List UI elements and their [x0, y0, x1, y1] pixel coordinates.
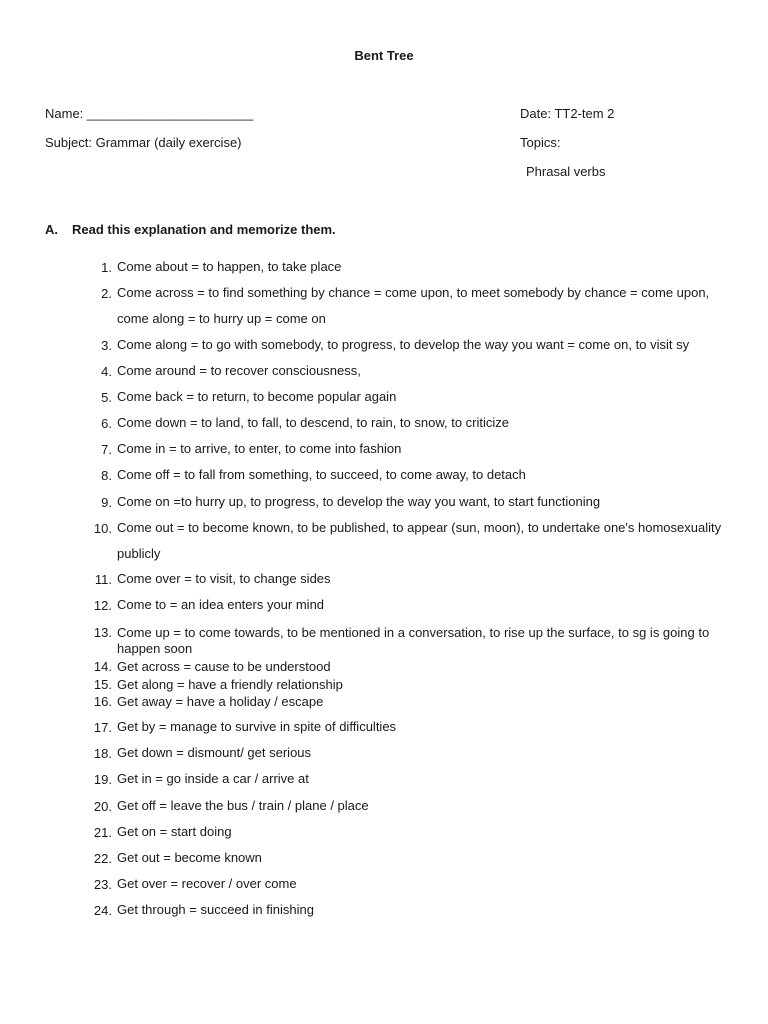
- list-item-text: Get off = leave the bus / train / plane / place: [117, 798, 369, 813]
- list-item-number: 13.: [93, 625, 112, 640]
- list-item-number: 14.: [93, 659, 112, 674]
- list-item-text: Get along = have a friendly relationship: [117, 677, 343, 692]
- list-item-text: Come around = to recover consciousness,: [117, 363, 361, 378]
- list-item-number: 3.: [101, 338, 112, 353]
- list-item-number: 20.: [93, 799, 112, 814]
- list-item-text: Come across = to find something by chance = come upon, to meet somebody by chance = come upon, come along = to hurry up = come on: [117, 285, 710, 326]
- list-item-text: Come over = to visit, to change sides: [117, 571, 331, 586]
- list-item-number: 24.: [93, 903, 112, 918]
- section-a-heading: [45, 222, 336, 237]
- name-field: Name: _______________________: [45, 106, 254, 121]
- list-item-number: 10.: [93, 521, 112, 536]
- list-item-number: 1.: [101, 260, 112, 275]
- list-item-number: 11.: [94, 572, 112, 587]
- list-item-text: Get on = start doing: [117, 824, 232, 839]
- list-item-number: 4.: [101, 364, 112, 379]
- subject-field: Subject: Grammar (daily exercise): [45, 135, 242, 150]
- list-item-text: Come on =to hurry up, to progress, to develop the way you want, to start functioning: [117, 494, 601, 509]
- date-field: Date: TT2-tem 2: [520, 106, 615, 121]
- list-item-text: Get over = recover / over come: [117, 876, 297, 891]
- list-item-text: Come down = to land, to fall, to descend, to rain, to snow, to criticize: [117, 415, 510, 430]
- list-item-number: 21.: [93, 825, 112, 840]
- list-item-text: Come out = to become known, to be published, to appear (sun, moon), to undertake one's homosexuality publicly: [117, 520, 722, 561]
- list-item-number: 23.: [93, 877, 112, 892]
- list-item-number: 12.: [93, 598, 112, 613]
- list-item-text: Get away = have a holiday / escape: [117, 694, 324, 709]
- topic-value: Phrasal verbs: [526, 164, 606, 179]
- list-item-number: 18.: [93, 746, 112, 761]
- list-item-number: 22.: [93, 851, 112, 866]
- list-item-text: Get across = cause to be understood: [117, 659, 331, 674]
- list-item-text: Come about = to happen, to take place: [117, 259, 342, 274]
- list-item-number: 8.: [101, 468, 112, 483]
- list-item-number: 17.: [93, 720, 112, 735]
- list-item-text: Get in = go inside a car / arrive at: [117, 771, 309, 786]
- section-letter: A.: [45, 222, 58, 237]
- list-item-number: 7.: [101, 442, 112, 457]
- list-item-text: Come up = to come towards, to be mentioned in a conversation, to rise up the surface, to sg is going to happen soon: [117, 625, 710, 656]
- list-item-number: 9.: [101, 495, 112, 510]
- list-item-text: Get by = manage to survive in spite of difficulties: [117, 719, 397, 734]
- list-item-number: 15.: [93, 677, 112, 692]
- list-item-text: Come off = to fall from something, to succeed, to come away, to detach: [117, 467, 526, 482]
- list-item-number: 6.: [101, 416, 112, 431]
- list-item-text: Get through = succeed in finishing: [117, 902, 314, 917]
- list-item-text: Come along = to go with somebody, to progress, to develop the way you want = come on, to visit sy: [117, 337, 690, 352]
- list-item-number: 16.: [93, 694, 112, 709]
- list-item-number: 19.: [93, 772, 112, 787]
- list-item-text: Get out = become known: [117, 850, 262, 865]
- section-heading-text: Read this explanation and memorize them.: [72, 222, 336, 237]
- list-item-text: Come back = to return, to become popular again: [117, 389, 397, 404]
- list-item-text: Come to = an idea enters your mind: [117, 597, 325, 612]
- list-item-number: 2.: [101, 286, 112, 301]
- list-item-text: Come in = to arrive, to enter, to come into fashion: [117, 441, 402, 456]
- list-item-number: 5.: [101, 390, 112, 405]
- topics-label: Topics:: [520, 135, 561, 150]
- list-item-text: Get down = dismount/ get serious: [117, 745, 312, 760]
- document-title: Bent Tree: [354, 48, 414, 63]
